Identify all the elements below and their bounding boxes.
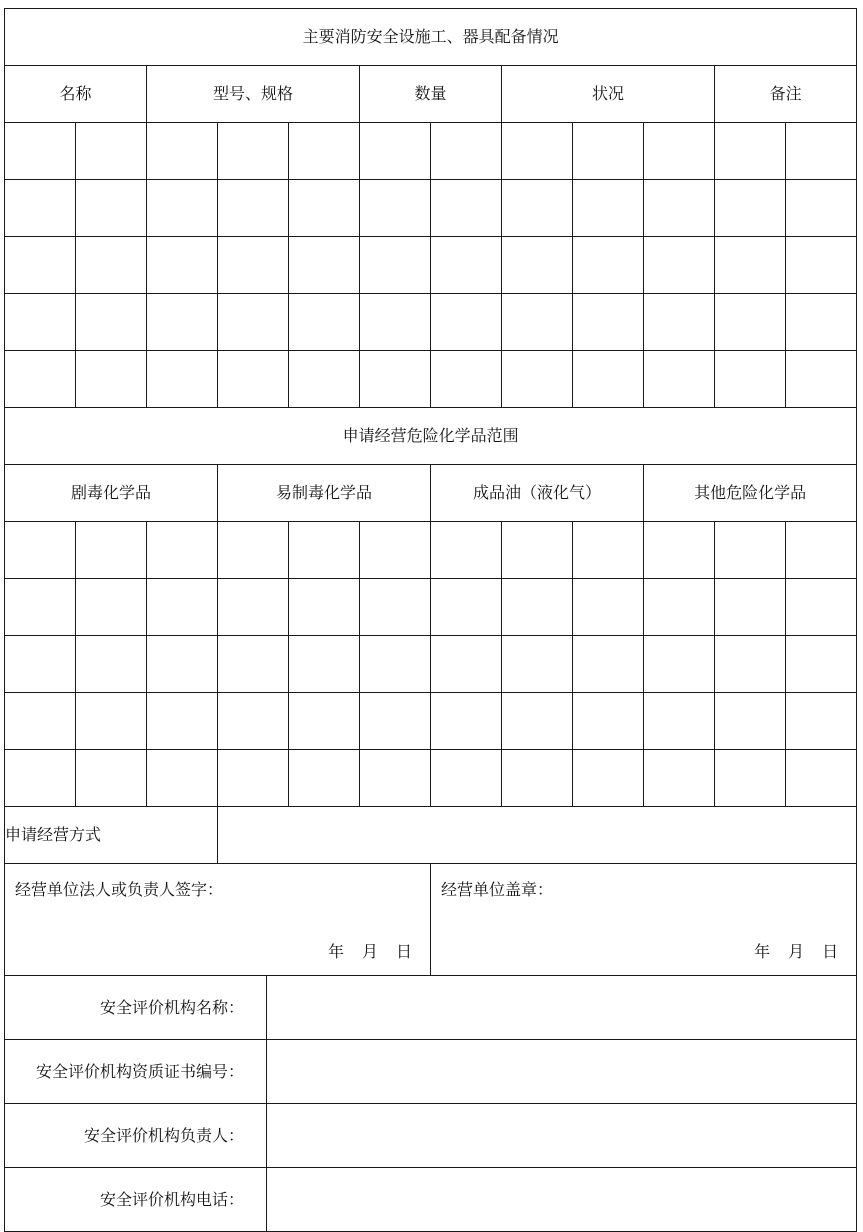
assessment-agency-table <box>4 975 857 1232</box>
blank-cell[interactable] <box>573 294 644 351</box>
blank-cell[interactable] <box>502 636 573 693</box>
blank-cell[interactable] <box>431 636 502 693</box>
fire-equipment-row <box>5 237 857 294</box>
chemical-scope-row <box>5 579 857 636</box>
agency-head-row <box>5 1104 857 1168</box>
blank-cell[interactable] <box>786 294 857 351</box>
blank-cell[interactable] <box>289 522 360 579</box>
blank-cell[interactable] <box>502 750 573 807</box>
blank-cell[interactable] <box>5 180 76 237</box>
agency-phone-field[interactable] <box>267 1168 857 1232</box>
blank-cell[interactable] <box>573 237 644 294</box>
header-precursor: 易制毒化学品 <box>218 465 431 522</box>
blank-cell[interactable] <box>147 693 218 750</box>
blank-cell[interactable] <box>431 750 502 807</box>
blank-cell[interactable] <box>289 123 360 180</box>
blank-cell[interactable] <box>76 123 147 180</box>
agency-cert-label: 安全评价机构资质证书编号： <box>5 1040 267 1104</box>
blank-cell[interactable] <box>218 579 289 636</box>
chemical-scope-row <box>5 522 857 579</box>
seal-label: 经营单位盖章： <box>441 880 554 899</box>
fire-equipment-rows <box>5 123 857 408</box>
header-highly-toxic: 剧毒化学品 <box>5 465 218 522</box>
blank-cell[interactable] <box>360 180 431 237</box>
blank-cell[interactable] <box>289 750 360 807</box>
fire-equipment-title-row <box>5 9 857 66</box>
blank-cell[interactable] <box>218 180 289 237</box>
blank-cell[interactable] <box>786 636 857 693</box>
blank-cell[interactable] <box>76 351 147 408</box>
blank-cell[interactable] <box>147 180 218 237</box>
blank-cell[interactable] <box>431 123 502 180</box>
header-condition: 状况 <box>502 66 715 123</box>
blank-cell[interactable] <box>289 693 360 750</box>
blank-cell[interactable] <box>76 636 147 693</box>
chemical-scope-header-row <box>5 465 857 522</box>
blank-cell[interactable] <box>289 636 360 693</box>
blank-cell[interactable] <box>5 693 76 750</box>
blank-cell[interactable] <box>76 750 147 807</box>
chemical-scope-row <box>5 750 857 807</box>
blank-cell[interactable] <box>76 237 147 294</box>
fire-equipment-header-row <box>5 66 857 123</box>
blank-cell[interactable] <box>360 237 431 294</box>
seal-cell[interactable] <box>431 864 857 976</box>
blank-cell[interactable] <box>76 693 147 750</box>
agency-name-row <box>5 976 857 1040</box>
blank-cell[interactable] <box>360 693 431 750</box>
chemical-scope-row <box>5 693 857 750</box>
blank-cell[interactable] <box>715 180 786 237</box>
business-mode-row <box>5 807 857 864</box>
fire-equipment-row <box>5 123 857 180</box>
blank-cell[interactable] <box>5 294 76 351</box>
blank-cell[interactable] <box>5 522 76 579</box>
blank-cell[interactable] <box>715 693 786 750</box>
blank-cell[interactable] <box>76 579 147 636</box>
application-form <box>4 8 856 1225</box>
blank-cell[interactable] <box>5 579 76 636</box>
header-name: 名称 <box>5 66 147 123</box>
blank-cell[interactable] <box>289 180 360 237</box>
blank-cell[interactable] <box>431 180 502 237</box>
blank-cell[interactable] <box>360 636 431 693</box>
blank-cell[interactable] <box>786 351 857 408</box>
blank-cell[interactable] <box>218 636 289 693</box>
blank-cell[interactable] <box>502 237 573 294</box>
blank-cell[interactable] <box>147 636 218 693</box>
blank-cell[interactable] <box>502 522 573 579</box>
business-mode-label: 申请经营方式 <box>5 807 218 864</box>
blank-cell[interactable] <box>147 294 218 351</box>
blank-cell[interactable] <box>218 750 289 807</box>
date-day: 日 <box>822 941 839 961</box>
blank-cell[interactable] <box>715 579 786 636</box>
blank-cell[interactable] <box>360 579 431 636</box>
blank-cell[interactable] <box>147 351 218 408</box>
header-refined-oil: 成品油（液化气） <box>431 465 644 522</box>
blank-cell[interactable] <box>76 522 147 579</box>
blank-cell[interactable] <box>289 579 360 636</box>
blank-cell[interactable] <box>573 693 644 750</box>
blank-cell[interactable] <box>218 522 289 579</box>
header-other-chemicals: 其他危险化学品 <box>644 465 857 522</box>
blank-cell[interactable] <box>147 579 218 636</box>
blank-cell[interactable] <box>360 750 431 807</box>
fire-equipment-row <box>5 294 857 351</box>
blank-cell[interactable] <box>715 636 786 693</box>
blank-cell[interactable] <box>502 351 573 408</box>
blank-cell[interactable] <box>644 522 715 579</box>
blank-cell[interactable] <box>360 123 431 180</box>
blank-cell[interactable] <box>715 294 786 351</box>
date-day: 日 <box>395 941 412 961</box>
agency-phone-row <box>5 1168 857 1232</box>
date-year: 年 <box>327 941 344 961</box>
blank-cell[interactable] <box>573 123 644 180</box>
form-table <box>4 8 857 976</box>
blank-cell[interactable] <box>218 693 289 750</box>
blank-cell[interactable] <box>431 522 502 579</box>
blank-cell[interactable] <box>431 294 502 351</box>
chemical-scope-row <box>5 636 857 693</box>
agency-cert-row <box>5 1040 857 1104</box>
blank-cell[interactable] <box>573 750 644 807</box>
signature-row <box>5 864 857 976</box>
date-month: 月 <box>788 941 805 961</box>
agency-name-field[interactable] <box>267 976 857 1040</box>
blank-cell[interactable] <box>644 750 715 807</box>
blank-cell[interactable] <box>644 693 715 750</box>
legal-rep-signature-label: 经营单位法人或负责人签字： <box>15 880 224 899</box>
header-quantity: 数量 <box>360 66 502 123</box>
blank-cell[interactable] <box>5 123 76 180</box>
header-model-spec: 型号、规格 <box>147 66 360 123</box>
blank-cell[interactable] <box>786 579 857 636</box>
blank-cell[interactable] <box>289 237 360 294</box>
chemical-scope-title: 申请经营危险化学品范围 <box>5 408 857 465</box>
agency-head-label: 安全评价机构负责人： <box>5 1104 267 1168</box>
blank-cell[interactable] <box>147 522 218 579</box>
blank-cell[interactable] <box>431 579 502 636</box>
blank-cell[interactable] <box>786 180 857 237</box>
blank-cell[interactable] <box>502 579 573 636</box>
blank-cell[interactable] <box>715 351 786 408</box>
blank-cell[interactable] <box>431 693 502 750</box>
fire-equipment-title: 主要消防安全设施工、器具配备情况 <box>5 9 857 66</box>
blank-cell[interactable] <box>218 237 289 294</box>
blank-cell[interactable] <box>147 750 218 807</box>
blank-cell[interactable] <box>431 237 502 294</box>
blank-cell[interactable] <box>218 351 289 408</box>
blank-cell[interactable] <box>76 180 147 237</box>
blank-cell[interactable] <box>147 123 218 180</box>
blank-cell[interactable] <box>502 294 573 351</box>
business-mode-field[interactable] <box>218 807 857 864</box>
fire-equipment-row <box>5 351 857 408</box>
blank-cell[interactable] <box>786 693 857 750</box>
blank-cell[interactable] <box>502 693 573 750</box>
blank-cell[interactable] <box>289 294 360 351</box>
blank-cell[interactable] <box>360 522 431 579</box>
blank-cell[interactable] <box>147 237 218 294</box>
legal-rep-date <box>310 942 412 961</box>
blank-cell[interactable] <box>431 351 502 408</box>
date-month: 月 <box>361 941 378 961</box>
blank-cell[interactable] <box>360 294 431 351</box>
blank-cell[interactable] <box>502 123 573 180</box>
agency-head-field[interactable] <box>267 1104 857 1168</box>
agency-phone-label: 安全评价机构电话： <box>5 1168 267 1232</box>
blank-cell[interactable] <box>715 123 786 180</box>
blank-cell[interactable] <box>644 123 715 180</box>
blank-cell[interactable] <box>502 180 573 237</box>
agency-cert-field[interactable] <box>267 1040 857 1104</box>
blank-cell[interactable] <box>715 522 786 579</box>
blank-cell[interactable] <box>644 636 715 693</box>
blank-cell[interactable] <box>786 123 857 180</box>
seal-date <box>736 942 838 961</box>
agency-name-label: 安全评价机构名称： <box>5 976 267 1040</box>
blank-cell[interactable] <box>644 351 715 408</box>
blank-cell[interactable] <box>5 750 76 807</box>
blank-cell[interactable] <box>573 180 644 237</box>
blank-cell[interactable] <box>218 294 289 351</box>
blank-cell[interactable] <box>573 522 644 579</box>
blank-cell[interactable] <box>5 636 76 693</box>
chemical-scope-rows <box>5 522 857 807</box>
fire-equipment-row <box>5 180 857 237</box>
blank-cell[interactable] <box>5 351 76 408</box>
date-year: 年 <box>754 941 771 961</box>
blank-cell[interactable] <box>786 237 857 294</box>
blank-cell[interactable] <box>573 579 644 636</box>
legal-rep-signature-cell[interactable] <box>5 864 431 976</box>
blank-cell[interactable] <box>644 237 715 294</box>
blank-cell[interactable] <box>786 750 857 807</box>
blank-cell[interactable] <box>218 123 289 180</box>
blank-cell[interactable] <box>715 750 786 807</box>
blank-cell[interactable] <box>644 579 715 636</box>
blank-cell[interactable] <box>573 636 644 693</box>
blank-cell[interactable] <box>644 294 715 351</box>
blank-cell[interactable] <box>573 351 644 408</box>
blank-cell[interactable] <box>76 294 147 351</box>
blank-cell[interactable] <box>644 180 715 237</box>
header-remarks: 备注 <box>715 66 857 123</box>
chemical-scope-title-row <box>5 408 857 465</box>
blank-cell[interactable] <box>289 351 360 408</box>
blank-cell[interactable] <box>786 522 857 579</box>
blank-cell[interactable] <box>360 351 431 408</box>
blank-cell[interactable] <box>5 237 76 294</box>
blank-cell[interactable] <box>715 237 786 294</box>
